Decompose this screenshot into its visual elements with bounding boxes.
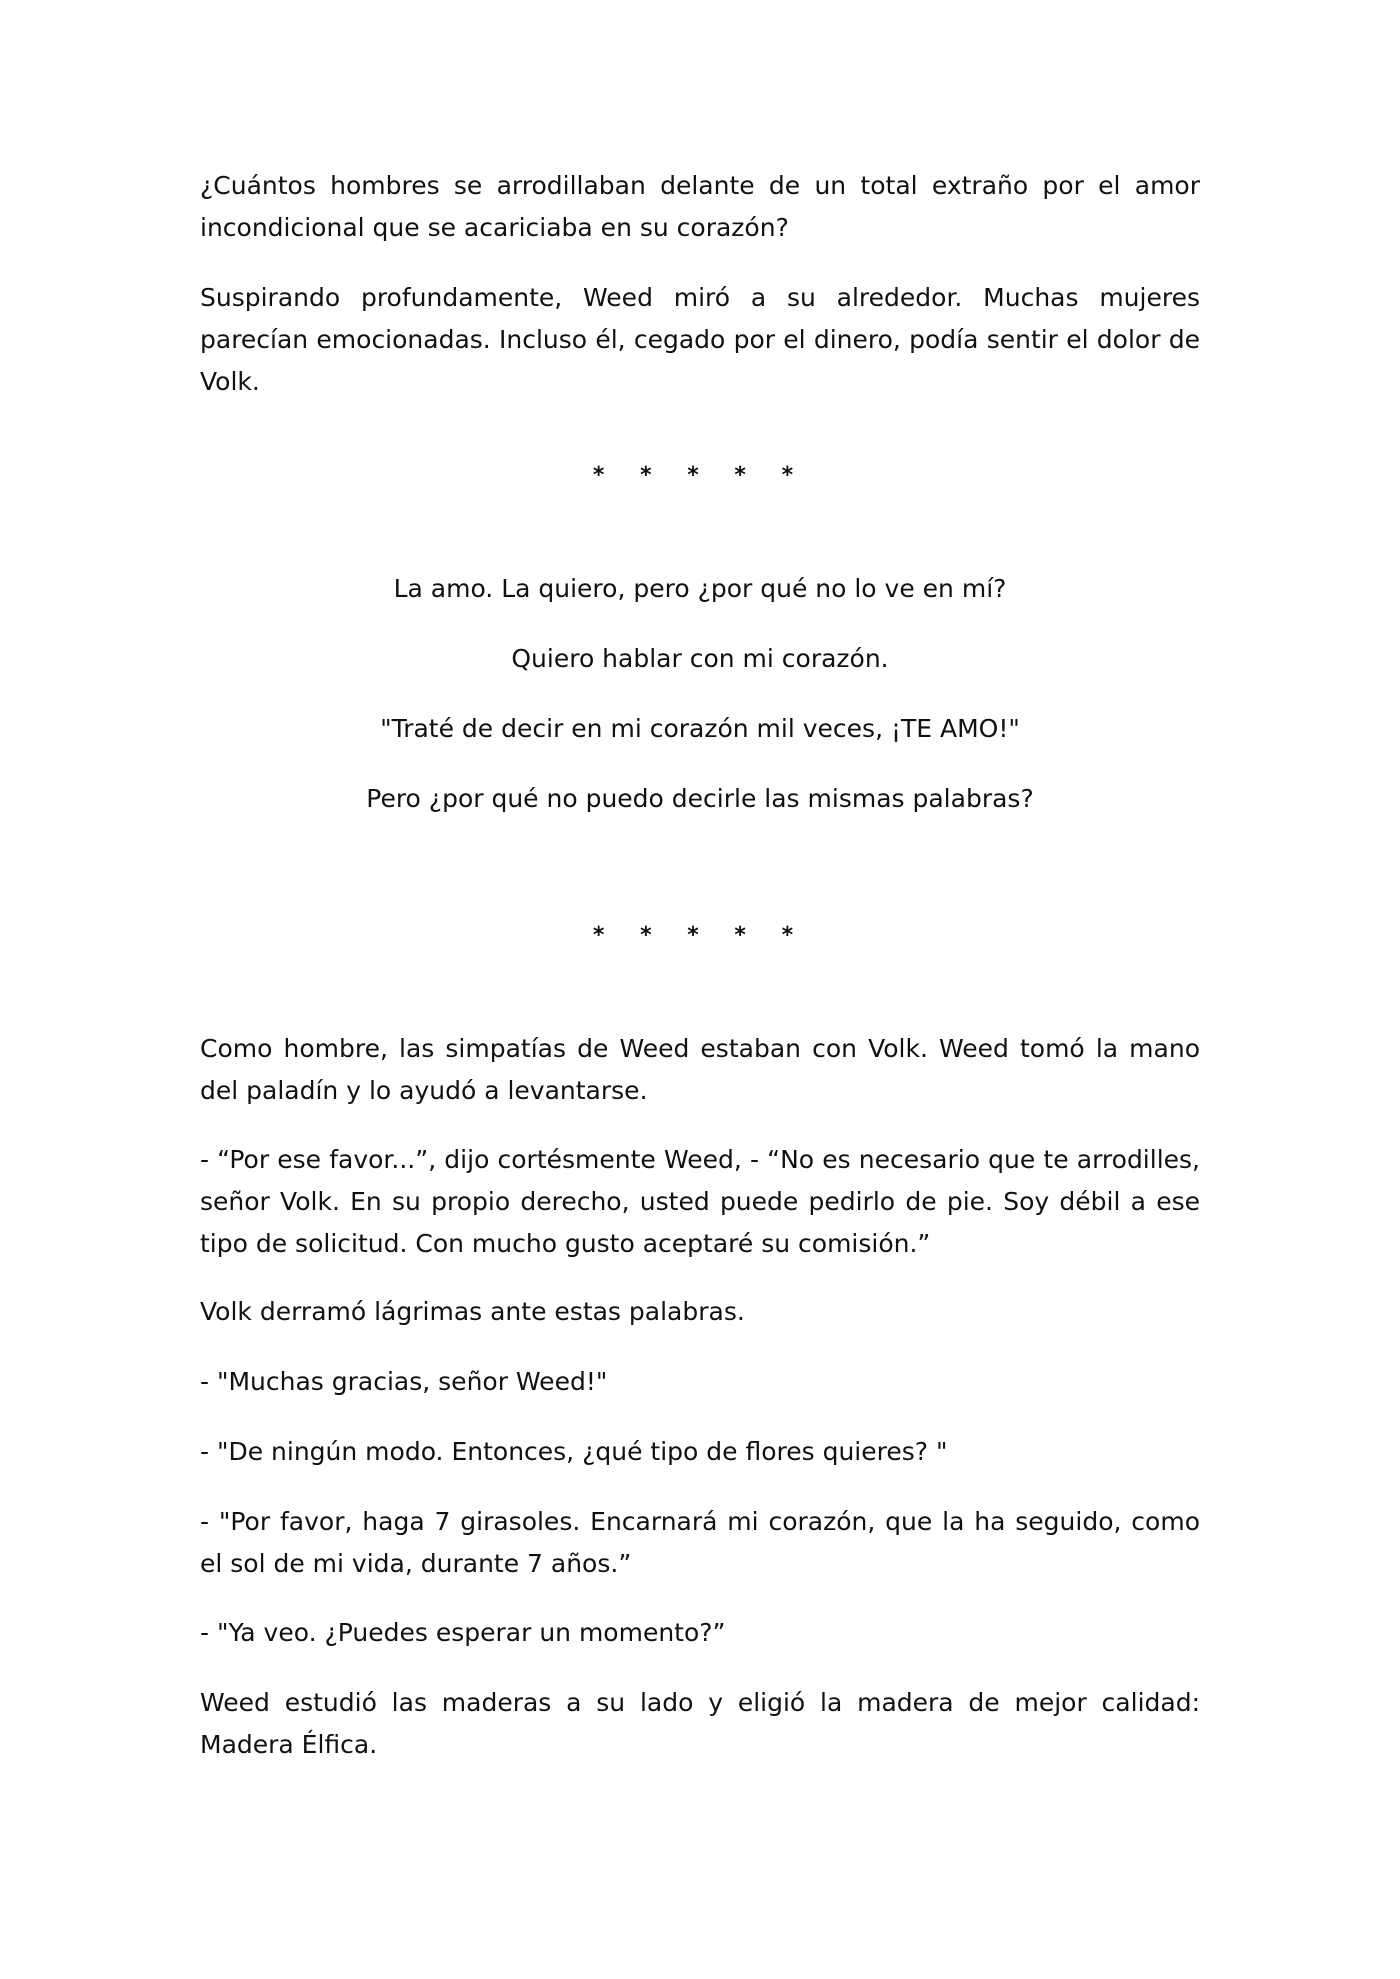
dialogue-volk-sunflowers: - "Por favor, haga 7 girasoles. Encarnará mi corazón, que la ha seguido, como el sol de mi vida, durante 7 años.” [200, 1507, 1200, 1578]
dialogue-volk-thanks: - "Muchas gracias, señor Weed!" [200, 1367, 608, 1396]
poem-line: Quiero hablar con mi corazón. [511, 644, 889, 673]
section-separator: * * * * * [592, 463, 808, 488]
dialogue-weed-reply: - “Por ese favor...”, dijo cortésmente Weed, - “No es necesario que te arrodilles, señor Volk. En su propio derecho, usted puede pedirlo de pie. Soy débil a ese tipo de solicitud. Con mucho gusto aceptaré su comisión.” [200, 1145, 1200, 1258]
paragraph-men-kneeling: ¿Cuántos hombres se arrodillaban delante de un total extraño por el amor incondicional que se acariciaba en su corazón? [200, 171, 1200, 242]
paragraph-volk-tears: Volk derramó lágrimas ante estas palabras. [200, 1297, 745, 1326]
poem-line: La amo. La quiero, pero ¿por qué no lo ve en mí? [393, 574, 1007, 603]
paragraph-sympathies: Como hombre, las simpatías de Weed estaban con Volk. Weed tomó la mano del paladín y lo ayudó a levantarse. [200, 1034, 1200, 1105]
dialogue-weed-wait: - "Ya veo. ¿Puedes esperar un momento?” [200, 1618, 726, 1647]
section-separator: * * * * * [592, 923, 808, 948]
poem-line: "Traté de decir en mi corazón mil veces, ¡TE AMO!" [380, 714, 1020, 743]
dialogue-weed-flowers: - "De ningún modo. Entonces, ¿qué tipo de flores quieres? " [200, 1437, 948, 1466]
poem-line: Pero ¿por qué no puedo decirle las mismas palabras? [366, 784, 1034, 813]
paragraph-elven-wood: Weed estudió las maderas a su lado y eligió la madera de mejor calidad: Madera Élfica. [200, 1688, 1200, 1759]
paragraph-weed-sighing: Suspirando profundamente, Weed miró a su alrededor. Muchas mujeres parecían emocionadas. Incluso él, cegado por el dinero, podía sentir el dolor de Volk. [200, 283, 1200, 396]
